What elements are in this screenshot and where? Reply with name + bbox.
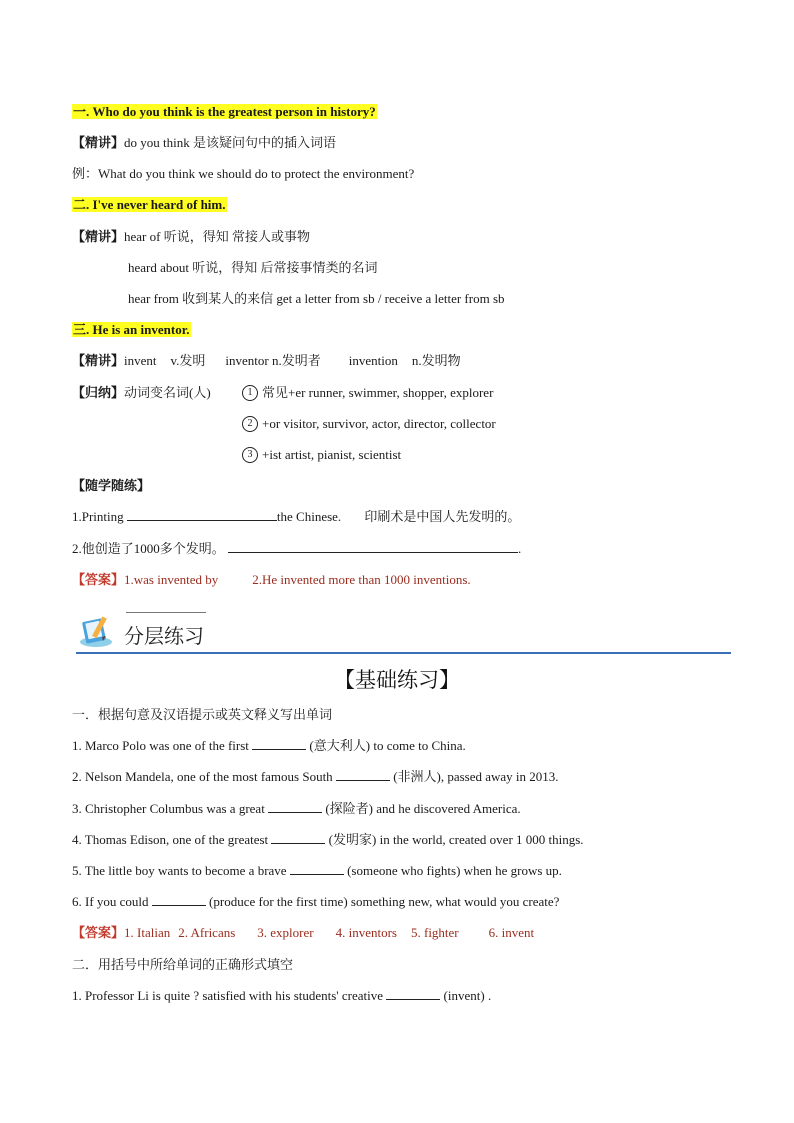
rule-2: 2 +or visitor, survivor, actor, director, collector (242, 415, 496, 433)
circled-number: 2 (242, 416, 258, 432)
banner-title: 分层练习 (124, 624, 204, 648)
answer-blank[interactable] (252, 737, 306, 750)
section3-note: 【精讲】invent v.发明 inventor n.发明者 invention n.发明物 (72, 353, 461, 368)
answer-blank[interactable] (271, 831, 325, 844)
answer-blank[interactable] (127, 508, 277, 521)
layered-practice-banner (76, 606, 731, 654)
section3-summary: 【归纳】动词变名词(人) (72, 385, 211, 400)
answer-blank[interactable] (152, 893, 206, 906)
practice-q1: 1.Printing the Chinese. 印刷术是中国人先发明的。 (72, 509, 521, 524)
section1-example: 例：What do you think we should do to protect the environment? (72, 166, 415, 181)
answer-blank[interactable] (386, 987, 440, 1000)
rule-1: 1 常见+er runner, swimmer, shopper, explorer (242, 384, 493, 402)
exercise-item-5: 5. The little boy wants to become a brave (someone who fights) when he grows up. (72, 863, 562, 878)
exercise-item-6: 6. If you could (produce for the first time) something new, what would you create? (72, 894, 560, 909)
basic-practice-title: 【基础练习】 (334, 668, 460, 692)
practice-answer: 【答案】1.was invented by 2.He invented more than 1000 inventions. (72, 572, 471, 587)
practice-q2: 2.他创造了1000多个发明。 . (72, 541, 522, 556)
rule-3: 3 +ist artist, pianist, scientist (242, 446, 401, 464)
practice-title: 【随学随练】 (72, 478, 151, 493)
section1-note: 【精讲】do you think 是该疑问句中的插入词语 (72, 135, 336, 150)
part2-heading: 二．用括号中所给单词的正确形式填空 (72, 957, 294, 972)
banner-top-rule (126, 612, 206, 613)
part1-heading: 一．根据句意及汉语提示或英文释义写出单词 (72, 707, 333, 722)
part2-item-1: 1. Professor Li is quite ? satisfied with his students' creative (invent) . (72, 988, 492, 1003)
exercise-item-1: 1. Marco Polo was one of the first (意大利人) to come to China. (72, 738, 466, 753)
pencil-notebook-icon (78, 612, 114, 648)
section1-heading: 一. Who do you think is the greatest person in history? (73, 104, 376, 119)
answer-blank[interactable] (268, 800, 322, 813)
exercise-item-3: 3. Christopher Columbus was a great (探险者) and he discovered America. (72, 801, 521, 816)
part1-answer: 【答案】1. Italian 2. Africans 3. explorer 4. inventors 5. fighter 6. invent (72, 925, 535, 940)
section2-note-3: hear from 收到某人的来信 get a letter from sb / receive a letter from sb (128, 291, 505, 306)
exercise-item-4: 4. Thomas Edison, one of the greatest (发明家) in the world, created over 1 000 things. (72, 832, 584, 847)
answer-blank[interactable] (228, 540, 518, 553)
section2-heading: 二. I've never heard of him. (73, 197, 226, 212)
banner-underline (76, 652, 731, 654)
circled-number: 1 (242, 385, 258, 401)
answer-blank[interactable] (336, 768, 390, 781)
section3-heading: 三. He is an inventor. (73, 322, 190, 337)
exercise-item-2: 2. Nelson Mandela, one of the most famous South (非洲人), passed away in 2013. (72, 769, 559, 784)
circled-number: 3 (242, 447, 258, 463)
section2-note-1: 【精讲】hear of 听说，得知 常接人或事物 (72, 229, 310, 244)
answer-blank[interactable] (290, 862, 344, 875)
section2-note-2: heard about 听说，得知 后常接事情类的名词 (128, 260, 378, 275)
